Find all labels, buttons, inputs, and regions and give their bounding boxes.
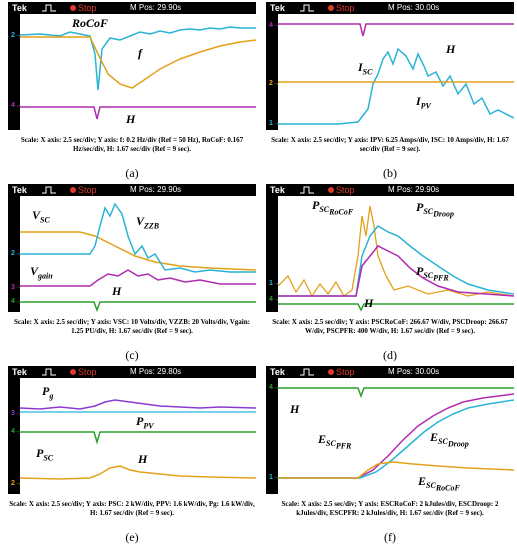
waveforms-a xyxy=(20,14,256,130)
stop-status: Stop xyxy=(78,3,97,13)
trigger-pulse-icon xyxy=(42,4,56,12)
h-trace-a xyxy=(20,107,256,119)
stop-indicator-icon xyxy=(70,187,76,193)
label-ppv: $P_{PV}$ xyxy=(136,414,154,431)
channel-marker: 4→ xyxy=(11,428,22,435)
label-h: H xyxy=(364,296,374,310)
psc-rocof-trace xyxy=(278,246,514,296)
label-h: H xyxy=(290,402,300,416)
panel-d xyxy=(266,184,514,362)
stop-indicator-icon xyxy=(328,187,334,193)
h-trace-d xyxy=(278,304,514,310)
psc-trace xyxy=(20,466,256,479)
caption-e: Scale: X axis: 2.5 sec/div; Y axis: PSC: 2 kW/div, PPV: 1.6 kW/div, Pg: 1.6 kW/div, H: 1.67 sec/div (Ref = 9 sec). xyxy=(9,500,255,517)
vgain-trace xyxy=(20,270,256,286)
scope-screen-a xyxy=(8,2,256,130)
trigger-pulse-icon xyxy=(42,186,56,194)
label-f: f xyxy=(138,46,142,60)
stop-indicator-icon xyxy=(70,5,76,11)
stop-status: Stop xyxy=(336,185,355,195)
channel-marker: 3→ xyxy=(11,284,22,291)
f-trace xyxy=(20,37,256,88)
panel-a xyxy=(8,2,256,180)
stop-status: Stop xyxy=(78,185,97,195)
label-vsc: $V_{SC}$ xyxy=(32,208,50,225)
panel-letter-e: (e) xyxy=(125,530,139,544)
channel-marker: 2→ xyxy=(11,480,22,487)
pg-trace xyxy=(20,400,256,409)
scope-screen-b xyxy=(266,2,514,130)
channel-marker: 2→ xyxy=(11,250,22,257)
label-psc-rocof: $P_{SC_{RoCoF}}$ xyxy=(312,198,354,217)
tek-logo: Tek xyxy=(270,367,285,377)
panel-b xyxy=(266,2,514,180)
label-ipv: $I_{PV}$ xyxy=(416,94,431,111)
scope-screen-f xyxy=(266,366,514,494)
channel-marker: 1→ xyxy=(269,280,280,287)
m-pos-readout: M Pos: 30.00s xyxy=(388,367,440,376)
channel-marker: 4→ xyxy=(269,22,280,29)
channel-marker: 3→ xyxy=(11,410,22,417)
panel-letter-b: (b) xyxy=(383,166,397,180)
psc-pfr-trace xyxy=(278,206,514,296)
channel-marker: 4→ xyxy=(269,296,280,303)
panel-letter-d: (d) xyxy=(383,348,397,362)
tek-logo: Tek xyxy=(12,185,27,195)
channel-marker: 1→ xyxy=(269,120,280,127)
stop-status: Stop xyxy=(336,3,355,13)
panel-f xyxy=(266,366,514,546)
trigger-pulse-icon xyxy=(300,186,314,194)
tek-logo: Tek xyxy=(270,3,285,13)
esc-droop-trace xyxy=(278,400,514,478)
label-esc-rocof: $E_{SC_{RoCoF}}$ xyxy=(418,474,460,493)
label-esc-pfr: $E_{SC_{PFR}}$ xyxy=(318,432,352,451)
channel-marker: 4→ xyxy=(11,298,22,305)
m-pos-readout: M Pos: 29.90s xyxy=(388,185,440,194)
tek-logo: Tek xyxy=(12,367,27,377)
channel-marker: 4→ xyxy=(269,384,280,391)
caption-a: Scale: X axis: 2.5 sec/div; Y axis: f: 0.2 Hz/div (Ref = 50 Hz), RoCoF: 0.167 Hz/sec/div, H: 1.67 sec/div (Ref = 9 sec). xyxy=(20,136,244,153)
scope-screen-c xyxy=(8,184,256,312)
h-trace-c xyxy=(20,302,256,310)
label-psc-droop: $P_{SC_{Droop}}$ xyxy=(416,200,455,219)
waveforms-f xyxy=(278,378,514,494)
m-pos-readout: M Pos: 30.00s xyxy=(388,3,440,12)
m-pos-readout: M Pos: 29.80s xyxy=(130,367,182,376)
label-vgain: $V_{gain}$ xyxy=(30,264,53,281)
label-isc: $I_{SC}$ xyxy=(358,60,373,77)
m-pos-readout: M Pos: 29.90s xyxy=(130,185,182,194)
tek-logo: Tek xyxy=(12,3,27,13)
psc-droop-trace xyxy=(278,226,514,296)
channel-marker: 2→ xyxy=(11,32,22,39)
waveforms-b xyxy=(278,14,514,130)
panel-e xyxy=(8,366,256,546)
waveforms-e xyxy=(20,378,256,494)
stop-indicator-icon xyxy=(328,369,334,375)
tek-logo: Tek xyxy=(270,185,285,195)
label-h: H xyxy=(126,112,136,126)
isc-trace xyxy=(278,49,514,124)
label-pg: $P_g$ xyxy=(42,384,54,401)
trigger-pulse-icon xyxy=(42,368,56,376)
m-pos-readout: M Pos: 29.90s xyxy=(130,3,182,12)
label-h: H xyxy=(446,42,456,56)
label-esc-droop: $E_{SC_{Droop}}$ xyxy=(430,430,469,449)
label-vzzb: $V_{ZZB}$ xyxy=(136,214,160,231)
panel-letter-a: (a) xyxy=(125,166,139,180)
channel-marker: 4→ xyxy=(11,102,22,109)
trigger-pulse-icon xyxy=(300,368,314,376)
label-h: H xyxy=(138,452,148,466)
panel-c xyxy=(8,184,256,362)
caption-d: Scale: X axis: 2.5 sec/div; Y axis: PSCRoCoF: 266.67 W/div, PSCDroop: 266.67 W/div, PSCPFR: 400 W/div, H: 1.67 sec/div (Ref = 9 sec). xyxy=(272,318,508,335)
label-psc-pfr: $P_{SC_{PFR}}$ xyxy=(416,264,449,283)
caption-b: Scale: X axis: 2.5 sec/div; Y axis: IPV: 6.25 Amps/div, ISC: 10 Amps/div, H: 1.67 sec/div (Ref = 9 sec). xyxy=(271,136,509,153)
channel-marker: 1→ xyxy=(269,474,280,481)
caption-f: Scale: X axis: 2.5 sec/div; Y axis: ESCRoCoF: 2 kJules/div, ESCDroop: 2 kJules/div, ESCPFR: 2 kJules/div, H: 1.67 sec/div (Ref = 9 sec). xyxy=(281,500,499,517)
esc-rocof-trace xyxy=(278,462,514,478)
channel-marker: 2→ xyxy=(269,80,280,87)
stop-status: Stop xyxy=(78,367,97,377)
stop-status: Stop xyxy=(336,367,355,377)
label-rocof: RoCoF xyxy=(72,16,109,30)
label-h: H xyxy=(112,284,122,298)
label-psc: $P_{SC}$ xyxy=(36,446,54,463)
trigger-pulse-icon xyxy=(300,4,314,12)
stop-indicator-icon xyxy=(328,5,334,11)
scope-screen-d xyxy=(266,184,514,312)
panel-letter-c: (c) xyxy=(125,348,139,362)
panel-letter-f: (f) xyxy=(384,530,396,544)
caption-c: Scale: X axis: 2.5 sec/div; Y axis: VSC: 10 Volts/div, VZZB: 20 Volts/div, Vgain: 1.25 PU/div, H: 1.67 sec/div (Ref = 9 sec). xyxy=(14,318,250,335)
scope-screen-e xyxy=(8,366,256,494)
h-trace-e xyxy=(20,432,256,442)
h-trace-b xyxy=(278,24,514,36)
h-trace-f xyxy=(278,388,514,396)
stop-indicator-icon xyxy=(70,369,76,375)
